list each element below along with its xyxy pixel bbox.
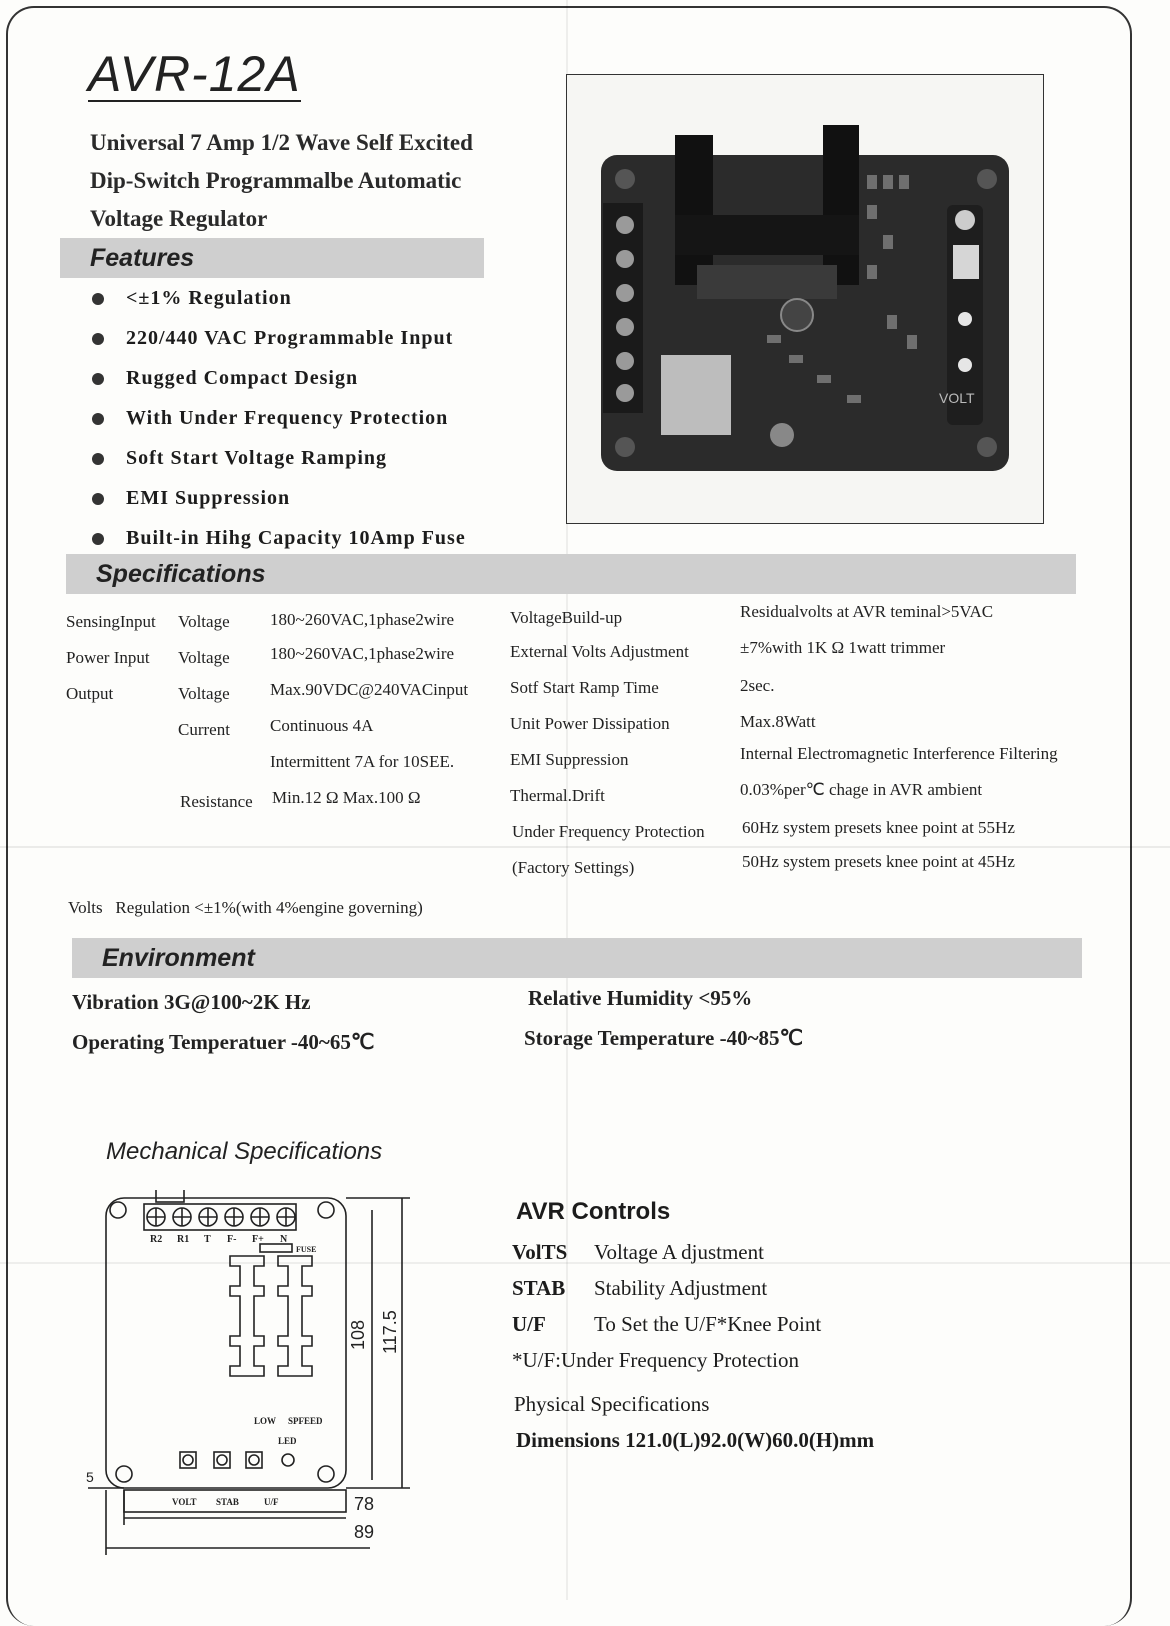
feature-item: Built-in Hihg Capacity 10Amp Fuse — [92, 524, 466, 564]
env-storage-temp: Storage Temperature -40~85℃ — [524, 1026, 804, 1050]
feature-item: Soft Start Voltage Ramping — [92, 444, 466, 484]
spec-label: Output — [66, 684, 114, 703]
physical-dimensions: Dimensions 121.0(L)92.0(W)60.0(H)mm — [516, 1428, 875, 1452]
bottom-label-stab: STAB — [216, 1497, 239, 1507]
fold-line-horizontal — [0, 846, 1170, 848]
spec-param: VoltageBuild-up — [510, 608, 623, 627]
env-vibration: Vibration 3G@100~2K Hz — [72, 990, 311, 1014]
spec-value: Max.8Watt — [740, 712, 816, 731]
spec-param: EMI Suppression — [510, 750, 629, 769]
bullet-icon — [92, 293, 104, 305]
terminal-label: F+ — [252, 1234, 264, 1245]
control-item: VolTS Voltage A djustment — [512, 1240, 764, 1264]
terminal-label: R1 — [177, 1234, 190, 1245]
spec-param: Voltage — [178, 612, 230, 631]
dimension-117-5: 117.5 — [380, 1310, 400, 1354]
avr-controls-heading: AVR Controls — [516, 1198, 671, 1225]
spec-value: Intermittent 7A for 10SEE. — [270, 752, 455, 771]
terminal-label: F- — [227, 1234, 237, 1245]
avr-board-illustration — [567, 75, 1042, 522]
spec-value: Min.12 Ω Max.100 Ω — [272, 788, 421, 807]
spec-param: Voltage — [178, 648, 230, 667]
spec-value: 60Hz system presets knee point at 55Hz — [742, 818, 1015, 837]
spec-param: (Factory Settings) — [512, 858, 635, 877]
physical-specs-heading: Physical Specifications — [514, 1392, 710, 1416]
control-item: U/F To Set the U/F*Knee Point — [512, 1312, 822, 1336]
mechanical-drawing — [80, 1190, 440, 1585]
low-label: LOW — [254, 1416, 277, 1426]
subtitle-line: Universal 7 Amp 1/2 Wave Self Excited — [90, 130, 473, 155]
bullet-icon — [92, 453, 104, 465]
env-operating-temp: Operating Temperatuer -40~65℃ — [72, 1030, 375, 1054]
product-photo — [566, 74, 1044, 524]
product-subtitle — [90, 124, 473, 238]
spec-label: SensingInput — [66, 612, 156, 631]
bullet-icon — [92, 413, 104, 425]
volt-knob-label: VOLT — [939, 390, 975, 406]
spec-value: ±7%with 1K Ω 1watt trimmer — [740, 638, 946, 657]
spec-label: Power Input — [66, 648, 150, 667]
bullet-icon — [92, 493, 104, 505]
spec-value: 0.03%per℃ chage in AVR ambient — [740, 780, 983, 799]
env-humidity: Relative Humidity <95% — [528, 986, 753, 1010]
spec-value: Residualvolts at AVR teminal>5VAC — [740, 602, 994, 621]
spec-value: Continuous 4A — [270, 716, 374, 735]
spec-param: Current — [178, 720, 230, 739]
spec-param: Resistance — [180, 792, 253, 811]
feature-item: <±1% Regulation — [92, 284, 466, 324]
led-label: LED — [278, 1436, 297, 1446]
dimension-5: 5 — [86, 1469, 94, 1485]
feature-item: With Under Frequency Protection — [92, 404, 466, 444]
spec-value: 180~260VAC,1phase2wire — [270, 644, 455, 663]
control-item: STAB Stability Adjustment — [512, 1276, 768, 1300]
spec-param: Thermal.Drift — [510, 786, 605, 805]
bottom-label-volt: VOLT — [172, 1497, 197, 1507]
bullet-icon — [92, 533, 104, 545]
fuse-label: FUSE — [296, 1245, 317, 1254]
dimension-108: 108 — [348, 1319, 368, 1350]
spec-param: External Volts Adjustment — [510, 642, 689, 661]
spec-value: Internal Electromagnetic Interference Filtering — [740, 744, 1058, 763]
uf-footnote: *U/F:Under Frequency Protection — [512, 1348, 799, 1372]
spec-value: 50Hz system presets knee point at 45Hz — [742, 852, 1015, 871]
speed-label: SPFEED — [288, 1416, 323, 1426]
bullet-icon — [92, 333, 104, 345]
terminal-label: T — [204, 1234, 211, 1245]
dimension-78: 78 — [354, 1494, 375, 1514]
spec-value: 2sec. — [740, 676, 775, 695]
subtitle-line: Voltage Regulator — [90, 206, 268, 231]
spec-value: Max.90VDC@240VACinput — [270, 680, 469, 699]
specifications-heading: Specifications — [66, 554, 1076, 594]
subtitle-line: Dip-Switch Programmalbe Automatic — [90, 168, 462, 193]
spec-param: Voltage — [178, 684, 230, 703]
terminal-label: R2 — [150, 1234, 163, 1245]
mechanical-heading: Mechanical Specifications — [106, 1138, 383, 1165]
bottom-label-uf: U/F — [264, 1497, 279, 1507]
dimension-89: 89 — [354, 1522, 375, 1542]
spec-param: Sotf Start Ramp Time — [510, 678, 659, 697]
product-title: AVR-12A — [88, 46, 301, 102]
volts-regulation: Volts Regulation <±1%(with 4%engine governing) — [68, 898, 423, 917]
spec-value: 180~260VAC,1phase2wire — [270, 610, 455, 629]
feature-item: 220/440 VAC Programmable Input — [92, 324, 466, 364]
feature-item: EMI Suppression — [92, 484, 466, 524]
spec-param: Unit Power Dissipation — [510, 714, 670, 733]
features-list — [92, 284, 466, 564]
spec-param: Under Frequency Protection — [512, 822, 705, 841]
features-heading: Features — [60, 238, 484, 278]
bullet-icon — [92, 373, 104, 385]
terminal-label: N — [280, 1234, 288, 1245]
environment-heading: Environment — [72, 938, 1082, 978]
feature-item: Rugged Compact Design — [92, 364, 466, 404]
